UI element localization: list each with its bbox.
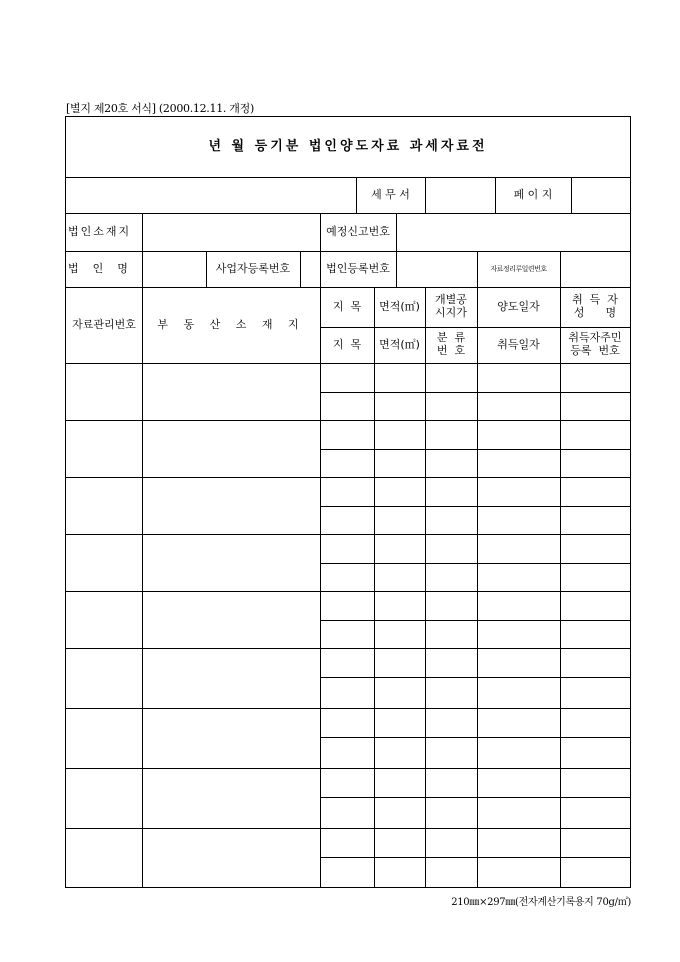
official-price-header xyxy=(425,287,477,327)
acquirer-name-line1: 취 득 자 xyxy=(572,293,618,307)
mgmt-no-header: 자료관리번호 xyxy=(72,317,136,331)
paper-spec-note: 210㎜×297㎜(전자계산기록용지 70g/㎡) xyxy=(451,897,631,908)
official-price-line2: 시지가 xyxy=(435,306,467,319)
acquirer-id-line1: 취득자주민 xyxy=(568,331,622,345)
tax-data-form xyxy=(65,116,631,888)
area-header: 면적(㎡) xyxy=(379,299,420,313)
acquire-date-header: 취득일자 xyxy=(497,337,540,351)
property-location-header: 부 동 산 소 재 지 xyxy=(157,317,305,331)
land-category-header: 지 목 xyxy=(332,299,362,313)
tax-office-label: 세 무 서 xyxy=(371,187,410,201)
transfer-date-header: 양도일자 xyxy=(497,299,540,313)
page-label: 페 이 지 xyxy=(513,187,553,201)
data-sort-no-label: 자료정리루일련번호 xyxy=(490,264,547,273)
biz-reg-no-label: 사업자등록번호 xyxy=(215,261,291,275)
corp-address-label: 법인소재지 xyxy=(68,224,132,238)
report-no-label: 예정신고번호 xyxy=(326,224,390,238)
acquirer-name-line2: 성 명 xyxy=(573,306,617,319)
official-price-line1: 개별공 xyxy=(435,293,467,307)
divider xyxy=(66,363,630,364)
class-no-line2: 번 호 xyxy=(436,344,466,357)
area-header-2: 면적(㎡) xyxy=(379,337,420,351)
acquirer-name-header xyxy=(560,287,630,327)
land-category-header-2: 지 목 xyxy=(332,337,362,351)
class-no-line1: 분 류 xyxy=(436,331,466,345)
class-no-header xyxy=(425,327,477,363)
form-title: 년 월 등기분 법인양도자료 과세자료전 xyxy=(208,138,488,154)
acquirer-id-header xyxy=(560,327,630,363)
acquirer-id-line2: 등록 번호 xyxy=(570,344,620,357)
corp-name-label: 법 인 명 xyxy=(68,261,128,275)
corp-reg-no-label: 법인등록번호 xyxy=(326,261,390,275)
form-code: [별지 제20호 서식] (2000.12.11. 개정) xyxy=(66,102,254,115)
